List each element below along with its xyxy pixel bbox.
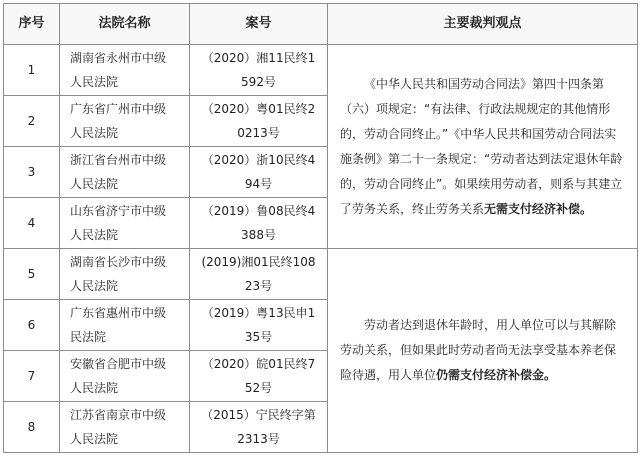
view-text: 《中华人民共和国劳动合同法》第四十四条第（六）项规定：“有法律、行政法规规定的其他情形的，劳动合同终止。”《中华人民共和国劳动合同法实施条例》第二十一条规定：“劳动者达到法定退休年龄的，劳动合同终止”。如果续用劳动者，则系与其建立了劳务关系，终止劳务关系 — [340, 76, 623, 216]
view-cell-group-2 — [328, 249, 638, 453]
case-number-line: 0213号 — [237, 126, 280, 140]
case-number-line: （2019）鲁08民终4 — [201, 204, 316, 218]
court-name-line: 安徽省合肥市中级 — [70, 357, 167, 371]
table-row — [4, 249, 638, 300]
court-name-cell — [60, 402, 190, 453]
court-name-line: 广东省广州市中级 — [70, 102, 167, 116]
header-main-view: 主要裁判观点 — [328, 4, 638, 45]
case-number-line: （2020）湘11民终1 — [201, 51, 316, 65]
case-number-line: (2019)湘01民终108 — [201, 255, 316, 269]
view-highlight: 仍需支付经济补偿金。 — [436, 368, 557, 382]
view-text: 劳动者达到退休年龄时，用人单位可以与其解除劳动关系，但如果此时劳动者尚无法享受基本养老保险待遇，用人单位 — [340, 318, 617, 382]
court-name-line: 湖南省长沙市中级 — [70, 255, 167, 269]
court-name-line: 江苏省南京市中级 — [70, 408, 167, 422]
court-name-line: 民法院 — [70, 330, 107, 344]
serial-number-cell: 5 — [4, 249, 60, 300]
court-name-cell — [60, 198, 190, 249]
court-name-cell — [60, 300, 190, 351]
court-name-cell — [60, 45, 190, 96]
case-number-cell — [190, 351, 328, 402]
header-case-number: 案号 — [190, 4, 328, 45]
court-name-cell — [60, 96, 190, 147]
table-row — [4, 45, 638, 96]
header-serial-number: 序号 — [4, 4, 60, 45]
case-number-cell — [190, 147, 328, 198]
header-court-name: 法院名称 — [60, 4, 190, 45]
serial-number-cell: 7 — [4, 351, 60, 402]
serial-number-cell: 1 — [4, 45, 60, 96]
court-name-line: 人民法院 — [70, 381, 119, 395]
view-highlight: 无需支付经济补偿。 — [484, 201, 593, 216]
court-name-line: 人民法院 — [70, 177, 119, 191]
serial-number-cell: 4 — [4, 198, 60, 249]
case-number-cell — [190, 96, 328, 147]
case-number-line: 388号 — [241, 228, 276, 242]
court-name-line: 人民法院 — [70, 126, 119, 140]
court-name-cell — [60, 147, 190, 198]
header-row — [4, 4, 638, 45]
case-number-line: 2313号 — [237, 432, 280, 446]
case-number-line: （2020）皖01民终7 — [201, 357, 316, 371]
case-number-line: （2020）浙10民终4 — [201, 153, 316, 167]
case-number-cell — [190, 300, 328, 351]
case-number-line: （2019）粤13民申1 — [201, 306, 316, 320]
case-number-line: （2015）宁民终字第 — [201, 408, 316, 422]
court-name-line: 广东省惠州市中级 — [70, 306, 167, 320]
court-name-line: 人民法院 — [70, 432, 119, 446]
serial-number-cell: 6 — [4, 300, 60, 351]
case-number-line: 592号 — [241, 75, 276, 89]
court-name-line: 人民法院 — [70, 228, 119, 242]
case-number-cell — [190, 198, 328, 249]
judgment-table — [3, 3, 638, 453]
case-number-line: （2020）粤01民终2 — [201, 102, 316, 116]
case-number-line: 94号 — [244, 177, 273, 191]
court-name-cell — [60, 351, 190, 402]
case-number-line: 23号 — [244, 279, 273, 293]
case-number-cell — [190, 249, 328, 300]
serial-number-cell: 8 — [4, 402, 60, 453]
case-number-line: 35号 — [244, 330, 273, 344]
serial-number-cell: 2 — [4, 96, 60, 147]
court-name-cell — [60, 249, 190, 300]
court-name-line: 浙江省台州市中级 — [70, 153, 167, 167]
court-name-line: 湖南省永州市中级 — [70, 51, 167, 65]
serial-number-cell: 3 — [4, 147, 60, 198]
court-name-line: 人民法院 — [70, 279, 119, 293]
court-name-line: 人民法院 — [70, 75, 119, 89]
case-number-line: 52号 — [244, 381, 273, 395]
case-number-cell — [190, 402, 328, 453]
court-name-line: 山东省济宁市中级 — [70, 204, 167, 218]
view-cell-group-1 — [328, 45, 638, 249]
case-number-cell — [190, 45, 328, 96]
